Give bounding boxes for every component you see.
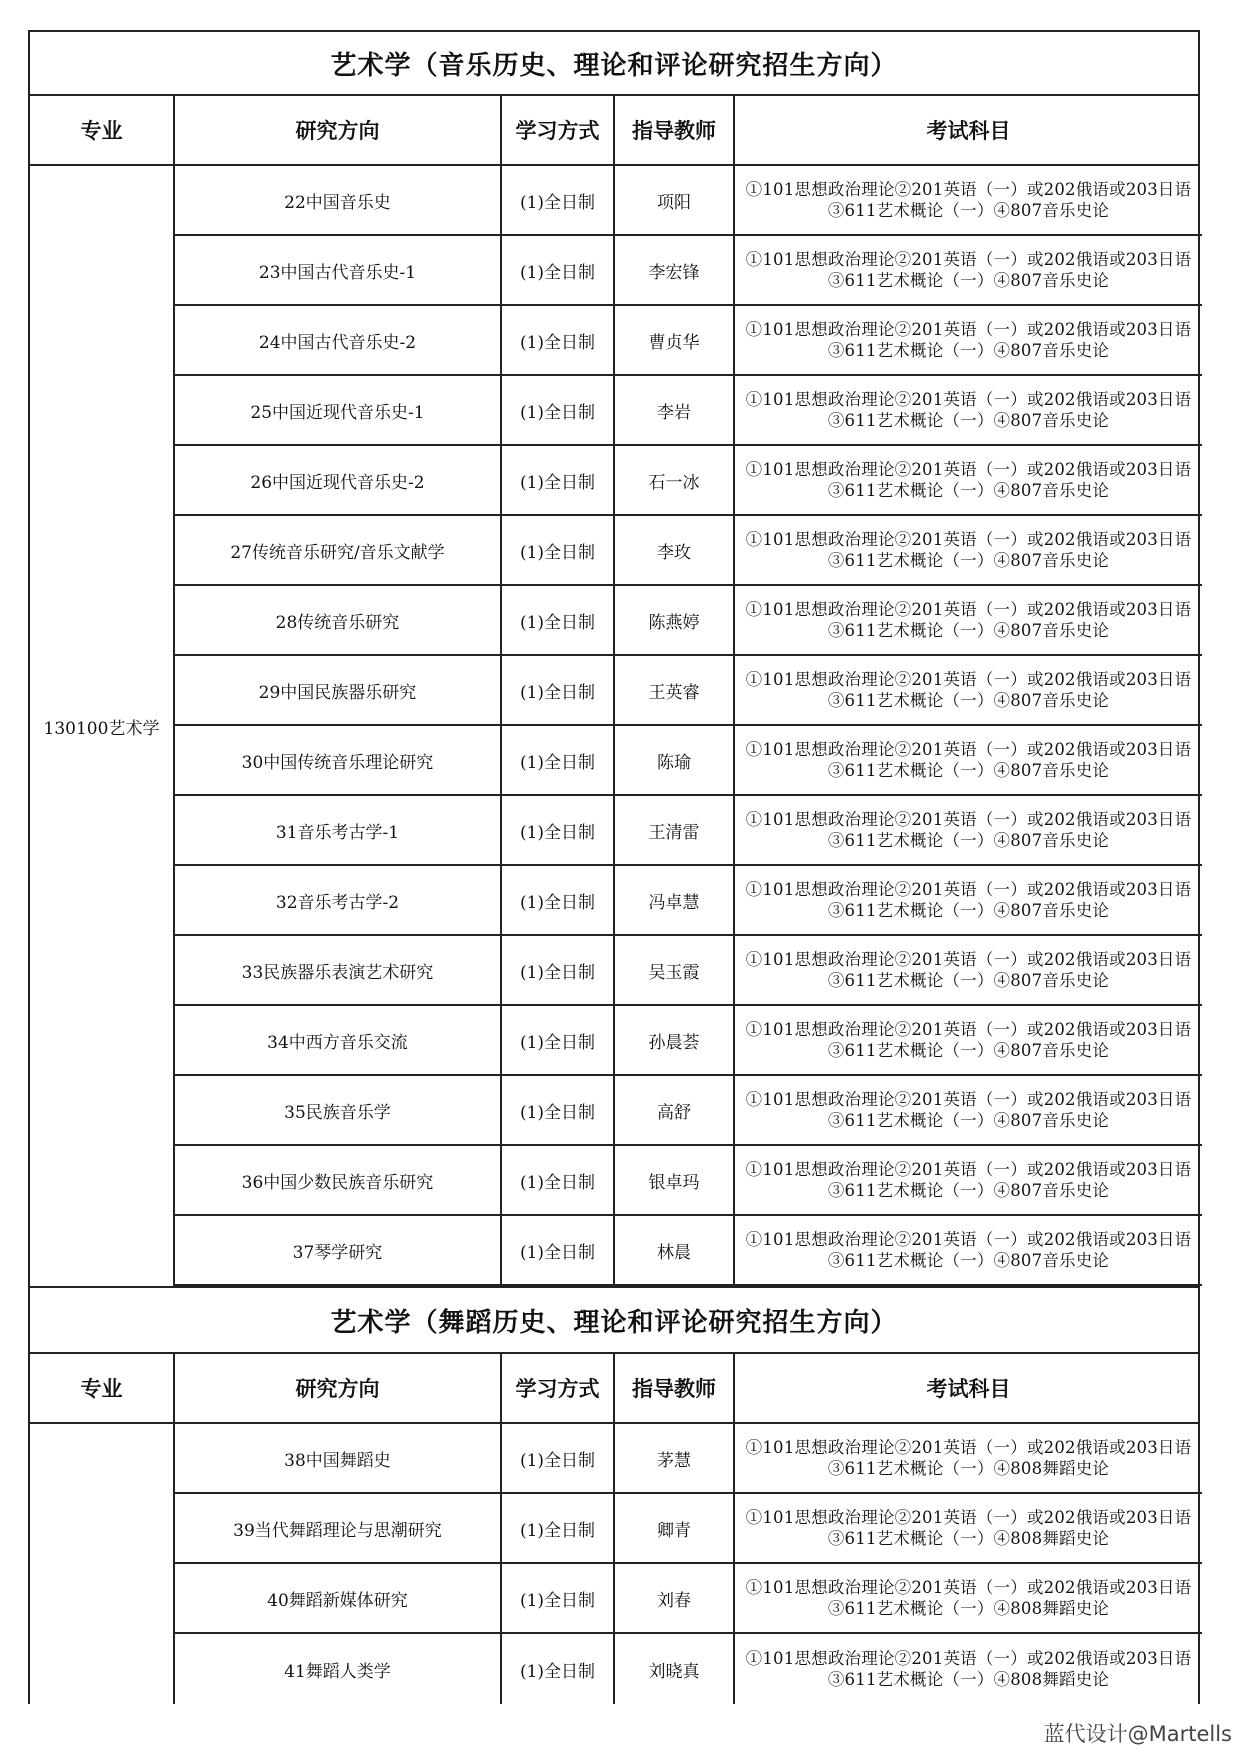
exam-line-1: ①101思想政治理论②201英语（一）或202俄语或203日语 <box>745 320 1192 339</box>
teacher-cell: 孙晨荟 <box>615 1006 735 1074</box>
table-header <box>28 96 1200 166</box>
exam-line-2: ③611艺术概论（一）④807音乐史论 <box>827 831 1110 850</box>
table-row <box>175 1634 1202 1704</box>
exam-line-1: ①101思想政治理论②201英语（一）或202俄语或203日语 <box>745 1649 1192 1668</box>
header-direction: 研究方向 <box>175 1354 502 1422</box>
exam-line-1: ①101思想政治理论②201英语（一）或202俄语或203日语 <box>745 1508 1192 1527</box>
teacher-cell: 曹贞华 <box>615 306 735 374</box>
exam-line-2: ③611艺术概论（一）④807音乐史论 <box>827 691 1110 710</box>
teacher-cell: 茅慧 <box>615 1424 735 1492</box>
exam-line-1: ①101思想政治理论②201英语（一）或202俄语或203日语 <box>745 460 1192 479</box>
table-row <box>175 306 1202 376</box>
direction-cell: 30中国传统音乐理论研究 <box>175 726 502 794</box>
section-title: 艺术学（舞蹈历史、理论和评论研究招生方向） <box>28 1288 1200 1354</box>
exam-line-1: ①101思想政治理论②201英语（一）或202俄语或203日语 <box>745 810 1192 829</box>
exam-line-1: ①101思想政治理论②201英语（一）或202俄语或203日语 <box>745 670 1192 689</box>
table-row <box>175 1424 1202 1494</box>
mode-cell: (1)全日制 <box>502 796 615 864</box>
teacher-cell: 吴玉霞 <box>615 936 735 1004</box>
teacher-cell: 李宏锋 <box>615 236 735 304</box>
exam-cell <box>735 446 1202 514</box>
exam-cell <box>735 516 1202 584</box>
exam-line-2: ③611艺术概论（一）④808舞蹈史论 <box>827 1529 1110 1548</box>
header-mode: 学习方式 <box>502 96 615 164</box>
table-header <box>28 1354 1200 1424</box>
exam-cell <box>735 1146 1202 1214</box>
exam-line-1: ①101思想政治理论②201英语（一）或202俄语或203日语 <box>745 880 1192 899</box>
exam-cell <box>735 1564 1202 1632</box>
direction-cell: 35民族音乐学 <box>175 1076 502 1144</box>
teacher-cell: 陈燕婷 <box>615 586 735 654</box>
exam-cell <box>735 936 1202 1004</box>
direction-cell: 41舞蹈人类学 <box>175 1634 502 1704</box>
exam-line-2: ③611艺术概论（一）④807音乐史论 <box>827 481 1110 500</box>
exam-cell <box>735 236 1202 304</box>
exam-line-2: ③611艺术概论（一）④807音乐史论 <box>827 971 1110 990</box>
direction-cell: 25中国近现代音乐史-1 <box>175 376 502 444</box>
mode-cell: (1)全日制 <box>502 446 615 514</box>
mode-cell: (1)全日制 <box>502 936 615 1004</box>
teacher-cell: 卿青 <box>615 1494 735 1562</box>
teacher-cell: 陈瑜 <box>615 726 735 794</box>
table-row <box>175 1076 1202 1146</box>
exam-cell <box>735 586 1202 654</box>
exam-line-1: ①101思想政治理论②201英语（一）或202俄语或203日语 <box>745 1438 1192 1457</box>
mode-cell: (1)全日制 <box>502 656 615 724</box>
exam-line-2: ③611艺术概论（一）④807音乐史论 <box>827 1041 1110 1060</box>
header-teacher: 指导教师 <box>615 1354 735 1422</box>
rows-container <box>175 166 1202 1286</box>
direction-cell: 27传统音乐研究/音乐文献学 <box>175 516 502 584</box>
exam-cell <box>735 376 1202 444</box>
teacher-cell: 李玫 <box>615 516 735 584</box>
mode-cell: (1)全日制 <box>502 866 615 934</box>
exam-line-2: ③611艺术概论（一）④807音乐史论 <box>827 201 1110 220</box>
major-cell: 130100艺术学 <box>30 166 175 1286</box>
table-row <box>175 1216 1202 1286</box>
header-exam: 考试科目 <box>926 119 1011 143</box>
exam-line-2: ③611艺术概论（一）④807音乐史论 <box>827 341 1110 360</box>
table-row <box>175 1006 1202 1076</box>
mode-cell: (1)全日制 <box>502 1634 615 1704</box>
table-row <box>175 936 1202 1006</box>
exam-line-1: ①101思想政治理论②201英语（一）或202俄语或203日语 <box>745 950 1192 969</box>
mode-cell: (1)全日制 <box>502 1216 615 1284</box>
exam-line-2: ③611艺术概论（一）④807音乐史论 <box>827 621 1110 640</box>
direction-cell: 31音乐考古学-1 <box>175 796 502 864</box>
exam-line-1: ①101思想政治理论②201英语（一）或202俄语或203日语 <box>745 1230 1192 1249</box>
exam-line-1: ①101思想政治理论②201英语（一）或202俄语或203日语 <box>745 530 1192 549</box>
table-row <box>175 166 1202 236</box>
exam-cell <box>735 1216 1202 1284</box>
header-direction: 研究方向 <box>175 96 502 164</box>
exam-line-1: ①101思想政治理论②201英语（一）或202俄语或203日语 <box>745 1160 1192 1179</box>
rows-container <box>175 1424 1202 1704</box>
direction-cell: 29中国民族器乐研究 <box>175 656 502 724</box>
exam-cell <box>735 166 1202 234</box>
mode-cell: (1)全日制 <box>502 516 615 584</box>
admission-table <box>28 30 1200 1704</box>
teacher-cell: 王英睿 <box>615 656 735 724</box>
exam-line-1: ①101思想政治理论②201英语（一）或202俄语或203日语 <box>745 1020 1192 1039</box>
mode-cell: (1)全日制 <box>502 586 615 654</box>
teacher-cell: 高舒 <box>615 1076 735 1144</box>
watermark: 蓝代设计@Martells <box>1043 1722 1232 1746</box>
table-row <box>175 1494 1202 1564</box>
exam-line-2: ③611艺术概论（一）④807音乐史论 <box>827 411 1110 430</box>
exam-line-1: ①101思想政治理论②201英语（一）或202俄语或203日语 <box>745 180 1192 199</box>
teacher-cell: 刘晓真 <box>615 1634 735 1704</box>
direction-cell: 33民族器乐表演艺术研究 <box>175 936 502 1004</box>
mode-cell: (1)全日制 <box>502 726 615 794</box>
mode-cell: (1)全日制 <box>502 1564 615 1632</box>
table-row <box>175 586 1202 656</box>
major-cell <box>30 1424 175 1704</box>
exam-line-2: ③611艺术概论（一）④807音乐史论 <box>827 271 1110 290</box>
direction-cell: 37琴学研究 <box>175 1216 502 1284</box>
teacher-cell: 石一冰 <box>615 446 735 514</box>
teacher-cell: 林晨 <box>615 1216 735 1284</box>
mode-cell: (1)全日制 <box>502 1494 615 1562</box>
table-row <box>175 866 1202 936</box>
exam-cell <box>735 726 1202 794</box>
exam-line-1: ①101思想政治理论②201英语（一）或202俄语或203日语 <box>745 1578 1192 1597</box>
exam-line-2: ③611艺术概论（一）④807音乐史论 <box>827 1111 1110 1130</box>
header-major: 专业 <box>30 96 175 164</box>
teacher-cell: 李岩 <box>615 376 735 444</box>
direction-cell: 40舞蹈新媒体研究 <box>175 1564 502 1632</box>
table-row <box>175 726 1202 796</box>
header-teacher: 指导教师 <box>615 96 735 164</box>
exam-line-1: ①101思想政治理论②201英语（一）或202俄语或203日语 <box>745 1090 1192 1109</box>
direction-cell: 28传统音乐研究 <box>175 586 502 654</box>
teacher-cell: 王清雷 <box>615 796 735 864</box>
direction-cell: 38中国舞蹈史 <box>175 1424 502 1492</box>
exam-line-1: ①101思想政治理论②201英语（一）或202俄语或203日语 <box>745 600 1192 619</box>
section-title: 艺术学（音乐历史、理论和评论研究招生方向） <box>28 30 1200 96</box>
mode-cell: (1)全日制 <box>502 1424 615 1492</box>
exam-line-1: ①101思想政治理论②201英语（一）或202俄语或203日语 <box>745 390 1192 409</box>
teacher-cell: 冯卓慧 <box>615 866 735 934</box>
table-row <box>175 516 1202 586</box>
exam-line-2: ③611艺术概论（一）④807音乐史论 <box>827 901 1110 920</box>
direction-cell: 32音乐考古学-2 <box>175 866 502 934</box>
exam-cell <box>735 1006 1202 1074</box>
table-row <box>175 376 1202 446</box>
exam-cell <box>735 1076 1202 1144</box>
mode-cell: (1)全日制 <box>502 1146 615 1214</box>
direction-cell: 26中国近现代音乐史-2 <box>175 446 502 514</box>
table-row <box>175 1146 1202 1216</box>
exam-line-2: ③611艺术概论（一）④808舞蹈史论 <box>827 1599 1110 1618</box>
header-mode: 学习方式 <box>502 1354 615 1422</box>
direction-cell: 36中国少数民族音乐研究 <box>175 1146 502 1214</box>
exam-cell <box>735 1424 1202 1492</box>
table-row <box>175 236 1202 306</box>
exam-line-2: ③611艺术概论（一）④807音乐史论 <box>827 761 1110 780</box>
mode-cell: (1)全日制 <box>502 166 615 234</box>
section-body <box>28 166 1200 1288</box>
table-row <box>175 796 1202 866</box>
mode-cell: (1)全日制 <box>502 1076 615 1144</box>
mode-cell: (1)全日制 <box>502 1006 615 1074</box>
section-body <box>28 1424 1200 1704</box>
exam-line-2: ③611艺术概论（一）④807音乐史论 <box>827 551 1110 570</box>
direction-cell: 24中国古代音乐史-2 <box>175 306 502 374</box>
exam-cell <box>735 866 1202 934</box>
exam-cell <box>735 1634 1202 1704</box>
exam-line-2: ③611艺术概论（一）④808舞蹈史论 <box>827 1670 1110 1689</box>
teacher-cell: 项阳 <box>615 166 735 234</box>
mode-cell: (1)全日制 <box>502 236 615 304</box>
direction-cell: 34中西方音乐交流 <box>175 1006 502 1074</box>
exam-cell <box>735 796 1202 864</box>
header-exam: 考试科目 <box>926 1377 1011 1401</box>
direction-cell: 39当代舞蹈理论与思潮研究 <box>175 1494 502 1562</box>
exam-line-1: ①101思想政治理论②201英语（一）或202俄语或203日语 <box>745 250 1192 269</box>
exam-cell <box>735 656 1202 724</box>
exam-cell <box>735 306 1202 374</box>
header-major: 专业 <box>30 1354 175 1422</box>
mode-cell: (1)全日制 <box>502 306 615 374</box>
direction-cell: 22中国音乐史 <box>175 166 502 234</box>
exam-line-2: ③611艺术概论（一）④808舞蹈史论 <box>827 1459 1110 1478</box>
exam-line-2: ③611艺术概论（一）④807音乐史论 <box>827 1251 1110 1270</box>
table-row <box>175 1564 1202 1634</box>
exam-cell <box>735 1494 1202 1562</box>
exam-line-2: ③611艺术概论（一）④807音乐史论 <box>827 1181 1110 1200</box>
table-row <box>175 656 1202 726</box>
table-row <box>175 446 1202 516</box>
teacher-cell: 银卓玛 <box>615 1146 735 1214</box>
teacher-cell: 刘春 <box>615 1564 735 1632</box>
direction-cell: 23中国古代音乐史-1 <box>175 236 502 304</box>
mode-cell: (1)全日制 <box>502 376 615 444</box>
exam-line-1: ①101思想政治理论②201英语（一）或202俄语或203日语 <box>745 740 1192 759</box>
